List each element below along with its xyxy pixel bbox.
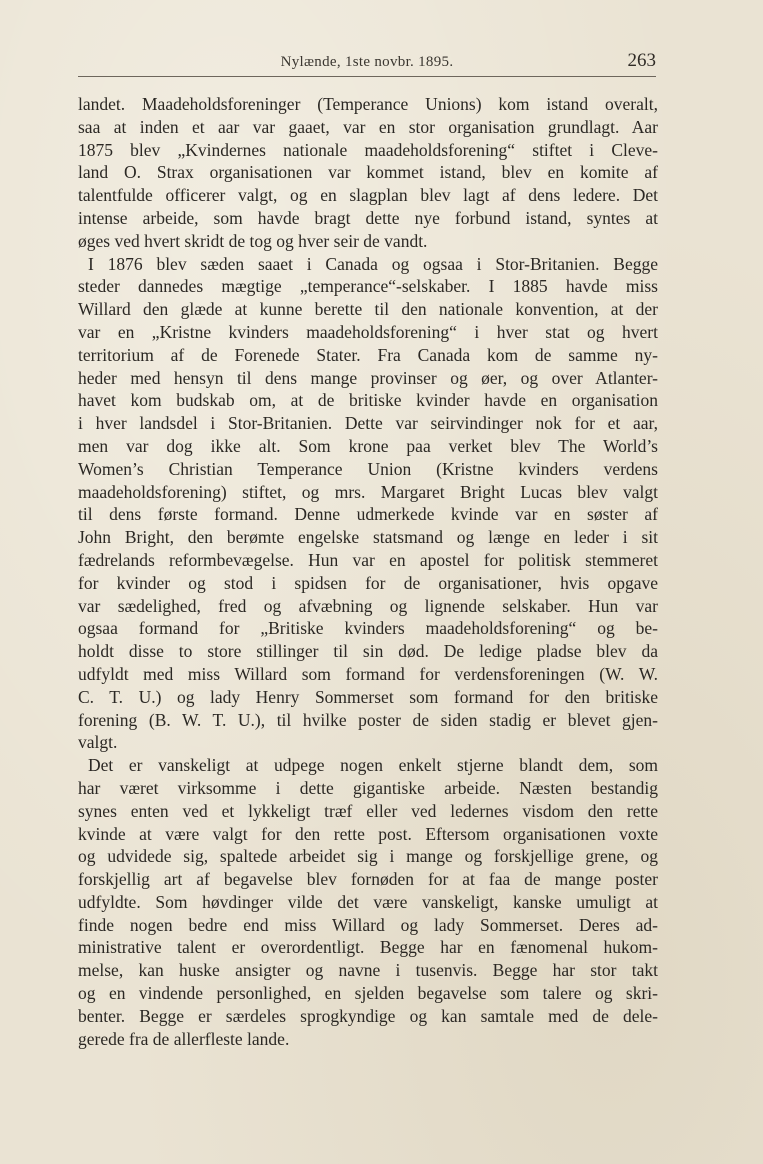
text-line: John Bright, den berømte engelske statsmand og længe en leder i sit <box>78 527 658 548</box>
body-text <box>78 93 658 1050</box>
text-line: landet. Maadeholdsforeninger (Temperance Unions) kom istand overalt, <box>78 94 658 114</box>
text-line: synes enten ved et lykkeligt træf eller ved ledernes visdom den rette <box>78 800 658 821</box>
text-line: udfyldte. Som høvdinger vilde det være vanskeligt, kanske umuligt at <box>78 891 658 912</box>
text-line: øges ved hvert skridt de tog og hver seir de vandt. <box>78 230 428 251</box>
text-line: til dens første formand. Denne udmerkede kvinde var en søster af <box>78 504 658 525</box>
text-line: havet kom budskab om, at de britiske kvinder havde en organisation <box>78 390 658 411</box>
page-number: 263 <box>627 50 656 71</box>
text-line: Willard den glæde at kunne berette til den nationale konvention, at der <box>78 299 658 320</box>
running-title: Nylænde, 1ste novbr. 1895. <box>280 54 454 70</box>
paragraph <box>78 253 658 755</box>
text-line: Women’s Christian Temperance Union (Kristne kvinders verdens <box>78 458 658 479</box>
text-line: land O. Strax organisationen var kommet istand, blev en komite af <box>78 162 658 183</box>
text-line: men var dog ikke alt. Som krone paa verket blev The World’s <box>78 435 658 456</box>
text-line: forskjellig art af begavelse blev fornøden for at faa de mange poster <box>78 869 658 890</box>
text-line: finde nogen bedre end miss Willard og lady Sommerset. Deres ad- <box>78 914 658 935</box>
text-line: Det er vanskeligt at udpege nogen enkelt stjerne blandt dem, som <box>88 755 658 776</box>
text-line: var sædelighed, fred og afvæbning og lignende selskaber. Hun var <box>78 595 658 616</box>
text-line: kvinde at være valgt for den rette post. Eftersom organisationen voxte <box>78 823 658 844</box>
text-line: var en „Kristne kvinders maadeholdsforening“ i hver stat og hvert <box>78 321 658 342</box>
text-line: fædrelands reformbevægelse. Hun var en apostel for politisk stemmeret <box>78 549 658 570</box>
text-line: og en vindende personlighed, en sjelden begavelse som talere og skri- <box>78 983 658 1004</box>
text-line: i hver landsdel i Stor-Britanien. Dette var seirvindinger nok for et aar, <box>78 413 658 434</box>
text-line: steder dannedes mægtige „temperance“-selskaber. I 1885 havde miss <box>78 276 658 297</box>
text-line: og udvidede sig, spaltede arbeidet sig i mange og forskjellige grene, og <box>78 846 658 867</box>
text-line: talentfulde officerer valgt, og en slagplan blev lagt af dens ledere. Det <box>78 185 658 206</box>
text-line: heder med hensyn til dens mange provinser og øer, og over Atlanter- <box>78 367 658 388</box>
text-line: intense arbeide, som havde bragt dette nye forbund istand, syntes at <box>78 207 658 228</box>
text-line: ogsaa formand for „Britiske kvinders maadeholdsforening“ og be- <box>78 618 658 639</box>
paragraph <box>78 754 658 1050</box>
text-line: maadeholdsforening) stiftet, og mrs. Margaret Bright Lucas blev valgt <box>78 481 658 502</box>
text-line: gerede fra de allerfleste lande. <box>78 1028 290 1049</box>
text-line: I 1876 blev sæden saaet i Canada og ogsaa i Stor-Britanien. Begge <box>88 253 658 274</box>
running-header <box>78 50 656 77</box>
text-line: har været virksomme i dette gigantiske arbeide. Næsten bestandig <box>78 777 658 798</box>
text-line: valgt. <box>78 732 118 753</box>
text-line: saa at inden et aar var gaaet, var en stor organisation grundlagt. Aar <box>78 116 658 137</box>
text-line: holdt disse to store stillinger til sin død. De ledige pladse blev da <box>78 641 658 662</box>
text-line: benter. Begge er særdeles sprogkyndige og kan samtale med de dele- <box>78 1005 658 1026</box>
text-line: udfyldt med miss Willard som formand for verdensforeningen (W. W. <box>78 663 658 684</box>
paragraph <box>78 93 658 253</box>
text-line: territorium af de Forenede Stater. Fra Canada kom de samme ny- <box>78 344 658 365</box>
text-line: melse, kan huske ansigter og navne i tusenvis. Begge har stor takt <box>78 960 658 981</box>
text-line: ministrative talent er overordentligt. Begge har en fænomenal hukom- <box>78 937 658 958</box>
text-line: for kvinder og stod i spidsen for de organisationer, hvis opgave <box>78 572 658 593</box>
text-line: C. T. U.) og lady Henry Sommerset som formand for den britiske <box>78 686 658 707</box>
text-line: forening (B. W. T. U.), til hvilke poster de siden stadig er blevet gjen- <box>78 709 658 730</box>
text-line: 1875 blev „Kvindernes nationale maadeholdsforening“ stiftet i Cleve- <box>78 139 658 160</box>
